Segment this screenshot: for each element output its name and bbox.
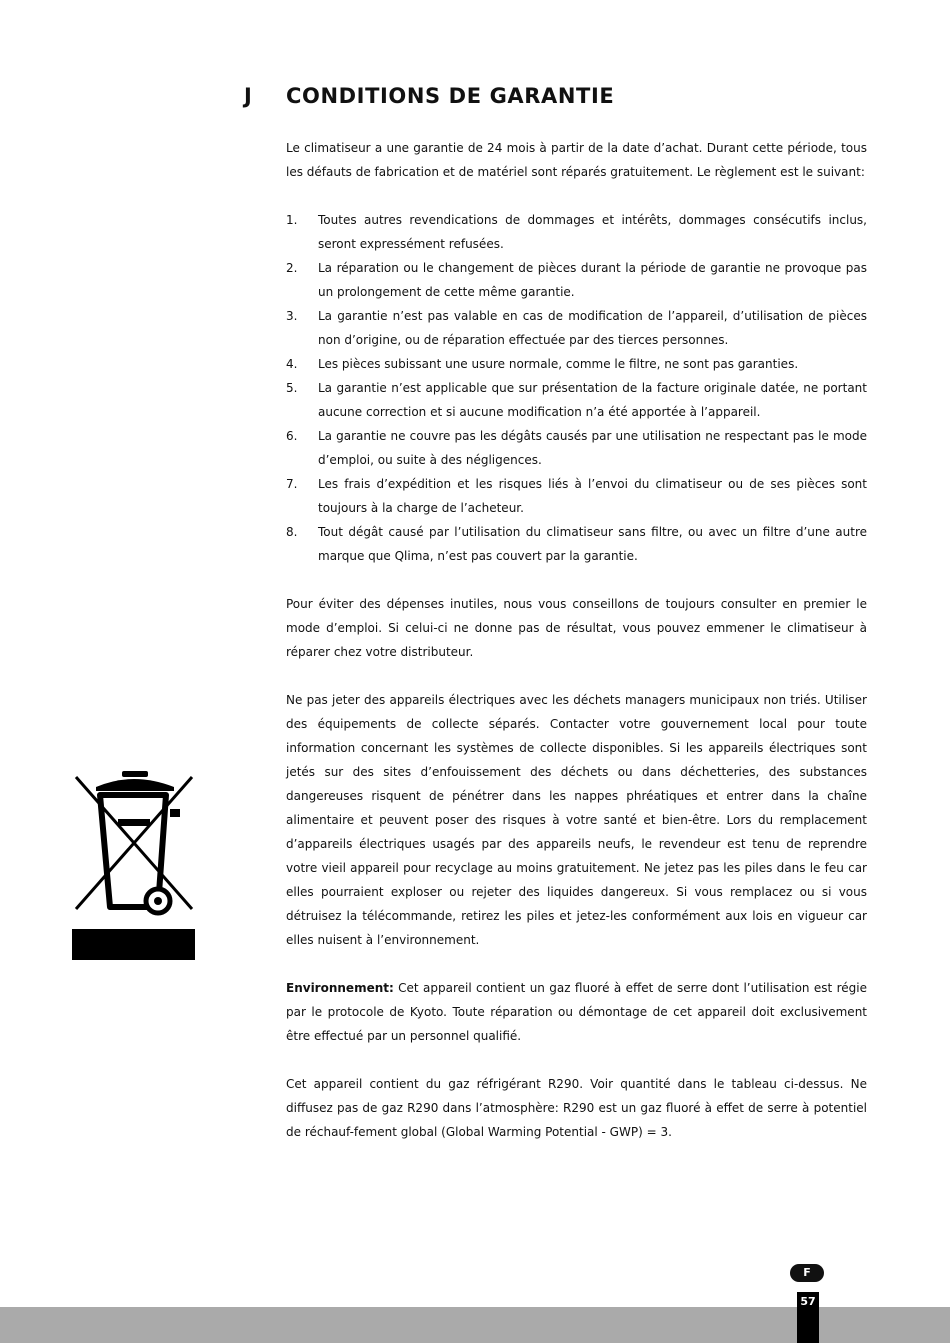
list-item-text: Les frais d’expédition et les risques liés à l’envoi du climatiseur ou de ses pièces sont toujours à la charge de l’acheteur. (318, 477, 867, 515)
list-item (286, 352, 867, 376)
list-item (286, 424, 867, 472)
list-item-number: 1. (286, 213, 298, 227)
list-item-text: La réparation ou le changement de pièces durant la période de garantie ne provoque pas un prolongement de cette même garantie. (318, 261, 867, 299)
environment-text: Cet appareil contient un gaz fluoré à effet de serre dont l’utilisation est régie par le protocole de Kyoto. Toute réparation ou démontage de cet appareil doit exclusivement être effectué par un personnel qualifié. (286, 981, 867, 1043)
language-badge: F (790, 1264, 824, 1282)
list-item-text: Tout dégât causé par l’utilisation du climatiseur sans filtre, ou avec un filtre d’une autre marque que Qlima, n’est pas couvert par la garantie. (318, 525, 867, 563)
refrigerant-paragraph: Cet appareil contient du gaz réfrigérant R290. Voir quantité dans le tableau ci-dessus. Ne diffusez pas de gaz R290 dans l’atmosphère: R290 est un gaz fluoré à effet de serre à potentiel de réchauf-fement global (Global Warming Potential - GWP) = 3. (286, 1077, 867, 1139)
list-item (286, 304, 867, 352)
list-item-text: Les pièces subissant une usure normale, comme le filtre, ne sont pas garanties. (318, 357, 799, 371)
list-item-number: 3. (286, 309, 298, 323)
list-item (286, 376, 867, 424)
crossed-out-wheelie-bin-icon (70, 765, 196, 961)
environment-paragraph (286, 976, 867, 1048)
list-item (286, 256, 867, 304)
section-letter: J (244, 84, 253, 108)
list-item (286, 208, 867, 256)
warranty-conditions-list (286, 208, 867, 568)
intro-paragraph: Le climatiseur a une garantie de 24 mois à partir de la date d’achat. Durant cette période, tous les défauts de fabrication et de matériel sont réparés gratuitement. Le règlement est le suivant: (286, 141, 867, 179)
list-item-text: La garantie n’est pas valable en cas de modification de l’appareil, d’utilisation de pièces non d’origine, ou de réparation effectuée par des tierces personnes. (318, 309, 867, 347)
main-content (286, 136, 867, 1168)
environment-label: Environnement: (286, 981, 394, 995)
list-item-text: Toutes autres revendications de dommages et intérêts, dommages consécutifs inclus, seront expressément refusées. (318, 213, 867, 251)
advice-paragraph: Pour éviter des dépenses inutiles, nous vous conseillons de toujours consulter en premier le mode d’emploi. Si celui-ci ne donne pas de résultat, vous pouvez emmener le climatiseur à réparer chez votre distributeur. (286, 597, 867, 659)
list-item-number: 4. (286, 357, 298, 371)
section-title: CONDITIONS DE GARANTIE (286, 84, 615, 108)
disposal-paragraph: Ne pas jeter des appareils électriques avec les déchets managers municipaux non triés. Utiliser des équipements de collecte séparés. Contacter votre gouvernement local pour toute information concernant les systèmes de collecte disponibles. Si les appareils électriques sont jetés sur des sites d’enfouissement des déchets ou dans déchetteries, des substances dangereuses risquent de pénétrer dans les nappes phréatiques et entrer dans la chaîne alimentaire et peuvent poser des risques à votre santé et bien-être. Lors du remplacement d’appareils électriques usagés par des appareils neufs, le revendeur est tenu de reprendre votre vieil appareil pour recyclage au moins gratuitement. Ne jetez pas les piles dans le feu car elles pourraient exploser ou rejeter des liquides dangereux. Si vous remplacez ou si vous détruisez la télécommande, retirez les piles et jetez-les conformément aux lois en vigueur car elles nuisent à l’environnement. (286, 693, 867, 947)
list-item (286, 472, 867, 520)
list-item-text: La garantie n’est applicable que sur présentation de la facture originale datée, ne portant aucune correction et si aucune modification n’a été apportée à l’appareil. (318, 381, 867, 419)
list-item (286, 520, 867, 568)
list-item-number: 2. (286, 261, 298, 275)
section-heading (244, 84, 614, 108)
list-item-number: 5. (286, 381, 298, 395)
list-item-text: La garantie ne couvre pas les dégâts causés par une utilisation ne respectant pas le mode d’emploi, ou suite à des négligences. (318, 429, 867, 467)
list-item-number: 8. (286, 525, 298, 539)
list-item-number: 7. (286, 477, 298, 491)
list-item-number: 6. (286, 429, 298, 443)
page-number: 57 (797, 1292, 819, 1343)
